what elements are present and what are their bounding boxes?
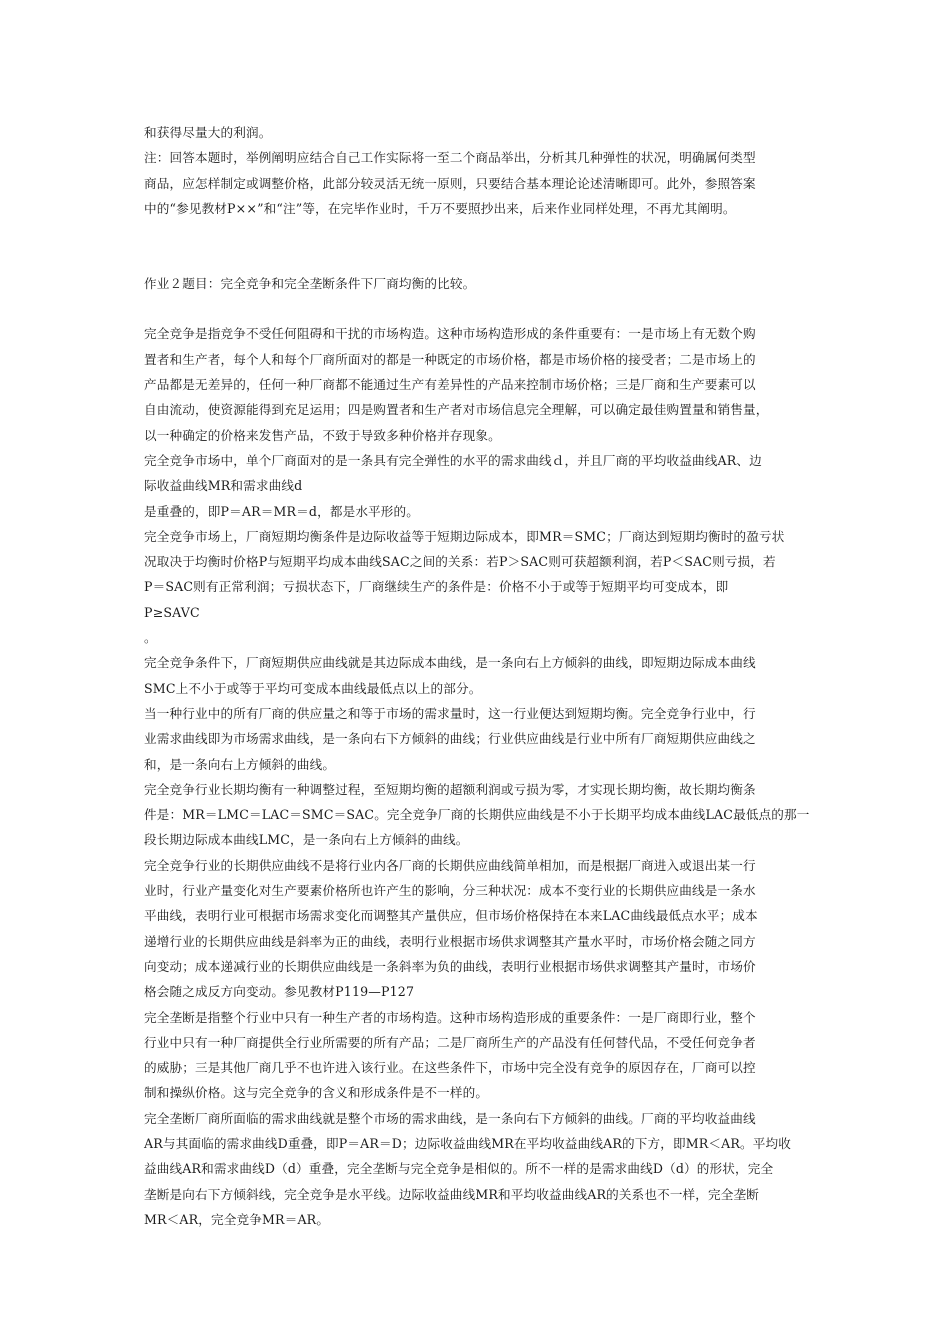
body-line: 完全竞争市场上，厂商短期均衡条件是边际收益等于短期边际成本，即MR＝SMC；厂商达到短期均衡时的盈亏状 (144, 528, 785, 544)
intro-line: 注：回答本题时，举例阐明应结合自己工作实际将一至二个商品举出，分析其几种弹性的状况，明确属何类型 (144, 150, 756, 166)
spacer (144, 296, 816, 321)
body-line: 是重叠的，即P＝AR＝MR＝d，都是水平形的。 (144, 503, 420, 519)
body-line: 完全垄断厂商所面临的需求曲线就是整个市场的需求曲线，是一条向右下方倾斜的曲线。厂商的平均收益曲线 (144, 1110, 756, 1126)
body-line: 完全竞争是指竞争不受任何阻碍和干扰的市场构造。这种市场构造形成的条件重要有：一是市场上有无数个购 (144, 326, 756, 342)
body-line: 的威胁；三是其他厂商几乎不也许进入该行业。在这些条件下，市场中完全没有竞争的原因存在，厂商可以控 (144, 1060, 756, 1076)
body-line: 制和操纵价格。这与完全竞争的含义和形成条件是不一样的。 (144, 1085, 489, 1101)
body-line: 和，是一条向右上方倾斜的曲线。 (144, 756, 336, 772)
body-line: 自由流动，使资源能得到充足运用；四是购置者和生产者对市场信息完全理解，可以确定最佳购置量和销售量， (144, 402, 769, 418)
body-line: 行业中只有一种厂商提供全行业所需要的所有产品；二是厂商所生产的产品没有任何替代品，不受任何竞争者 (144, 1034, 756, 1050)
body-line: 当一种行业中的所有厂商的供应量之和等于市场的需求量时，这一行业便达到短期均衡。完全竞争行业中，行 (144, 705, 756, 721)
body-line: 完全竞争市场中，单个厂商面对的是一条具有完全弹性的水平的需求曲线ｄ，并且厂商的平均收益曲线AR、边 (144, 452, 762, 468)
body-line: 平曲线，表明行业可根据市场需求变化而调整其产量供应，但市场价格保持在本来LAC曲线最低点水平；成本 (144, 908, 758, 924)
body-line: 垄断是向右下方倾斜线，完全竞争是水平线。边际收益曲线MR和平均收益曲线AR的关系也不一样，完全垄断 (144, 1186, 760, 1202)
body-line: AR与其面临的需求曲线D重叠，即P＝AR＝D；边际收益曲线MR在平均收益曲线AR的下方，即MR＜AR。平均收 (144, 1135, 791, 1151)
body-line: 业需求曲线即为市场需求曲线，是一条向右下方倾斜的曲线；行业供应曲线是行业中所有厂商短期供应曲线之 (144, 731, 756, 747)
body-line: 完全竞争行业的长期供应曲线不是将行业内各厂商的长期供应曲线简单相加，而是根据厂商进入或退出某一行 (144, 857, 756, 873)
intro-line: 中的“参见教材P××”和“注”等，在完毕作业时，千万不要照抄出来，后来作业同样处理，不再尤其阐明。 (144, 200, 736, 216)
body-line: P＝SAC则有正常利润；亏损状态下，厂商继续生产的条件是：价格不小于或等于短期平均可变成本，即 (144, 579, 729, 595)
body-line: 格会随之成反方向变动。参见教材P119—P127 (144, 984, 415, 1000)
body-line: 递增行业的长期供应曲线是斜率为正的曲线，表明行业根据市场供求调整其产量水平时，市场价格会随之同方 (144, 933, 756, 949)
body-line: 置者和生产者，每个人和每个厂商所面对的都是一种既定的市场价格，都是市场价格的接受者；二是市场上的 (144, 351, 756, 367)
body-line: 。 (144, 630, 157, 646)
body-line: P≥SAVC (144, 604, 200, 620)
body-line: MR＜AR，完全竞争MR＝AR。 (144, 1211, 330, 1227)
body-line: 完全垄断是指整个行业中只有一种生产者的市场构造。这种市场构造形成的重要条件：一是厂商即行业，整个 (144, 1009, 756, 1025)
body-line: 况取决于均衡时价格P与短期平均成本曲线SAC之间的关系：若P＞SAC则可获超额利润，若P＜SAC则亏损，若 (144, 554, 776, 570)
assignment-title: 作业２题目：完全竞争和完全垄断条件下厂商均衡的比较。 (144, 276, 476, 292)
intro-line: 商品，应怎样制定或调整价格，此部分较灵活无统一原则，只要结合基本理论论述清晰即可。此外，参照答案 (144, 175, 756, 191)
body-line: 件是：MR＝LMC＝LAC＝SMC＝SAC。完全竞争厂商的长期供应曲线是不小于长期平均成本曲线LAC最低点的那一 (144, 807, 810, 823)
body-line: 完全竞争行业长期均衡有一种调整过程，至短期均衡的超额利润或亏损为零，才实现长期均衡，故长期均衡条 (144, 781, 756, 797)
spacer (144, 221, 816, 271)
body-line: SMC上不小于或等于平均可变成本曲线最低点以上的部分。 (144, 680, 482, 696)
body-line: 以一种确定的价格来发售产品，不致于导致多种价格并存现象。 (144, 427, 501, 443)
body-line: 完全竞争条件下，厂商短期供应曲线就是其边际成本曲线，是一条向右上方倾斜的曲线，即短期边际成本曲线 (144, 655, 756, 671)
body-line: 业时，行业产量变化对生产要素价格所也许产生的影响，分三种状况：成本不变行业的长期供应曲线是一条水 (144, 883, 756, 899)
intro-line: 和获得尽量大的利润。 (144, 125, 272, 140)
body-line: 段长期边际成本曲线LMC，是一条向右上方倾斜的曲线。 (144, 832, 469, 848)
body-line: 向变动；成本递减行业的长期供应曲线是一条斜率为负的曲线，表明行业根据市场供求调整其产量时，市场价 (144, 958, 756, 974)
body-line: 产品都是无差异的，任何一种厂商都不能通过生产有差异性的产品来控制市场价格；三是厂商和生产要素可以 (144, 377, 756, 393)
body-line: 际收益曲线MR和需求曲线d (144, 478, 303, 494)
document-page (144, 120, 816, 1232)
body-line: 益曲线AR和需求曲线D（d）重叠，完全垄断与完全竞争是相似的。所不一样的是需求曲线D（d）的形状，完全 (144, 1161, 774, 1177)
